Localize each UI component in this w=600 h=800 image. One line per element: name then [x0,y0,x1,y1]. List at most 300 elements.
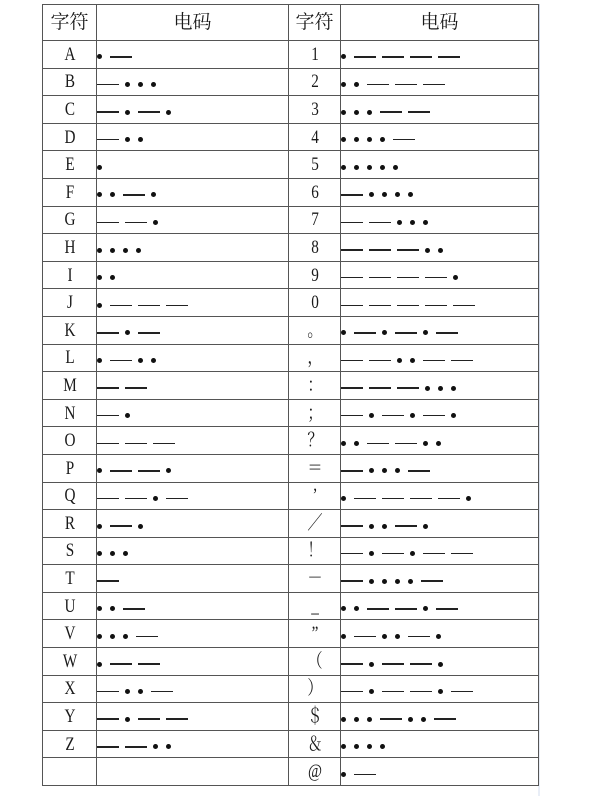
symbol-cell: 9 [294,261,336,289]
morse-dot [125,82,130,87]
letter-code-cell [97,620,289,648]
morse-sequence [97,77,164,87]
morse-dot [110,634,115,639]
symbol-cell: 6 [294,178,336,206]
morse-dash [97,443,119,445]
symbol-code-cell [341,482,539,510]
table-row [43,344,539,372]
morse-dot [380,165,385,170]
morse-dot [153,220,158,225]
morse-dot [341,717,346,722]
morse-dot [110,275,115,280]
morse-dot [97,248,102,253]
morse-dash [136,636,158,638]
morse-dot [151,358,156,363]
letter-cell: M [48,372,91,400]
letter-code-cell [97,289,289,317]
table-row [43,123,539,151]
table-body [43,41,539,786]
morse-dot [367,110,372,115]
morse-dash [354,56,376,58]
morse-dot [369,468,374,473]
morse-dash [369,360,391,362]
symbol-code-cell [341,151,539,179]
morse-dash [408,111,430,113]
letter-code-cell [97,399,289,427]
morse-dash [395,332,417,334]
morse-dot [369,413,374,418]
symbol-code-cell [341,758,539,786]
letter-cell: O [48,427,91,455]
symbol-code-cell [341,427,539,455]
table-row [43,703,539,731]
morse-sequence [341,602,464,612]
morse-dot [438,689,443,694]
letter-cell: E [48,151,91,179]
table-row [43,316,539,344]
header-char-left: 字符 [43,5,97,41]
morse-dash [367,84,389,86]
letter-cell: H [48,234,91,262]
morse-dash [97,746,119,748]
morse-dash [97,718,119,720]
morse-dash [354,498,376,500]
morse-dot [354,441,359,446]
symbol-code-cell [341,592,539,620]
morse-dot [382,579,387,584]
morse-dot [410,358,415,363]
morse-dash [382,553,404,555]
morse-dot [341,772,346,777]
morse-dash [382,415,404,417]
symbol-cell: 4 [294,123,336,151]
morse-dot [438,386,443,391]
morse-dot [410,413,415,418]
morse-dot [123,634,128,639]
morse-sequence [97,684,179,694]
morse-dot [369,551,374,556]
morse-dot [397,220,402,225]
morse-dot [369,192,374,197]
letter-cell: V [48,620,91,648]
morse-dash [97,691,119,693]
morse-sequence [341,353,479,363]
symbol-cell: ＆ [294,730,336,758]
morse-dash [125,746,147,748]
morse-dot [341,441,346,446]
morse-dash [341,387,363,389]
morse-sequence [97,298,194,308]
morse-dot [395,192,400,197]
letter-code-cell [97,482,289,510]
morse-dash [97,580,119,582]
morse-sequence [341,188,421,198]
morse-dot [97,551,102,556]
symbol-code-cell [341,289,539,317]
morse-dash [408,470,430,472]
morse-dash [397,387,419,389]
morse-dot [341,606,346,611]
table-row [43,206,539,234]
morse-sequence [97,243,149,253]
header-char-right: 字符 [289,5,341,41]
morse-dash [110,470,132,472]
symbol-cell: ） [294,675,336,703]
letter-code-cell [97,123,289,151]
morse-sequence [341,132,421,142]
morse-dot [97,192,102,197]
morse-dot [136,248,141,253]
symbol-code-cell [341,703,539,731]
morse-dot [97,358,102,363]
morse-dash [125,222,147,224]
morse-sequence [341,408,464,418]
symbol-cell: ’ [294,482,336,510]
symbol-code-cell [341,675,539,703]
morse-dot [341,110,346,115]
morse-dash [369,222,391,224]
symbol-code-cell [341,41,539,69]
letter-cell: J [48,289,91,317]
symbol-code-cell [341,206,539,234]
morse-dash [369,387,391,389]
table-row [43,372,539,400]
symbol-cell: 5 [294,151,336,179]
morse-dot [438,248,443,253]
morse-dash [341,691,363,693]
morse-dot [393,165,398,170]
letter-cell: L [48,344,91,372]
morse-dot [97,165,102,170]
morse-sequence [97,132,151,142]
morse-dot [438,662,443,667]
symbol-code-cell [341,344,539,372]
morse-dot [110,606,115,611]
symbol-code-cell [341,178,539,206]
symbol-cell: － [294,565,336,593]
letter-cell: W [48,648,91,676]
morse-dash [436,332,458,334]
table-row [43,758,539,786]
symbol-cell: ， [294,344,336,372]
table-row [43,482,539,510]
morse-sequence [341,326,464,336]
morse-dash [410,663,432,665]
morse-dot [425,386,430,391]
morse-dot [151,82,156,87]
morse-dash [382,56,404,58]
morse-sequence [341,519,436,529]
morse-dash [125,387,147,389]
morse-dash [97,222,119,224]
morse-dash [397,305,419,307]
morse-dot [423,220,428,225]
morse-dash [434,718,456,720]
symbol-code-cell [341,620,539,648]
letter-code-cell [97,96,289,124]
header-code-left: 电码 [97,5,289,41]
morse-sequence [97,739,179,749]
morse-dot [341,634,346,639]
symbol-code-cell [341,68,539,96]
morse-sequence [341,767,382,777]
morse-dash [382,691,404,693]
morse-dash [138,332,160,334]
morse-dot [341,54,346,59]
letter-cell: P [48,454,91,482]
morse-sequence [97,50,138,60]
symbol-cell: 1 [294,41,336,69]
morse-dot [125,413,130,418]
morse-dash [110,56,132,58]
morse-dot [466,496,471,501]
letter-cell: R [48,510,91,538]
morse-dash [151,691,173,693]
morse-dot [110,248,115,253]
symbol-cell: ； [294,399,336,427]
letter-cell: S [48,537,91,565]
morse-dash [138,663,160,665]
morse-dash [369,277,391,279]
letter-cell: Q [48,482,91,510]
symbol-code-cell [341,123,539,151]
morse-dot [97,524,102,529]
letter-cell: F [48,178,91,206]
morse-dot [408,717,413,722]
morse-sequence [97,105,179,115]
morse-dot [354,82,359,87]
letter-code-cell [97,703,289,731]
morse-dash [97,332,119,334]
morse-dash [438,498,460,500]
morse-dot [369,524,374,529]
morse-dot [341,330,346,335]
morse-sequence [97,160,110,170]
morse-dash [110,305,132,307]
morse-dash [410,56,432,58]
morse-dash [423,360,445,362]
table-row [43,289,539,317]
morse-sequence [97,657,166,667]
morse-dot [354,744,359,749]
morse-sequence [341,657,451,667]
letter-code-cell [97,675,289,703]
morse-dash [110,525,132,527]
morse-dash [153,443,175,445]
morse-sequence [341,574,449,584]
letter-code-cell [97,206,289,234]
morse-dot [123,248,128,253]
letter-code-cell [97,68,289,96]
morse-dash [354,332,376,334]
morse-sequence [97,629,164,639]
table-row [43,261,539,289]
morse-sequence [97,270,123,280]
morse-dot [341,744,346,749]
morse-dot [125,689,130,694]
symbol-code-cell [341,234,539,262]
letter-cell: T [48,565,91,593]
header-code-right: 电码 [341,5,539,41]
symbol-cell: _ [294,592,336,620]
symbol-code-cell [341,510,539,538]
morse-dot [423,524,428,529]
morse-dot [453,275,458,280]
morse-dash [369,249,391,251]
morse-dot [110,551,115,556]
symbol-cell: ／ [294,510,336,538]
morse-dot [341,137,346,142]
morse-dot [421,717,426,722]
morse-sequence [341,491,479,501]
symbol-cell: ＄ [294,703,336,731]
morse-dash [341,663,363,665]
symbol-cell: ！ [294,537,336,565]
symbol-code-cell [341,372,539,400]
letter-cell: A [48,41,91,69]
symbol-cell: ？ [294,427,336,455]
letter-cell: C [48,96,91,124]
morse-dash [97,111,119,113]
morse-dot [408,579,413,584]
morse-dot [380,744,385,749]
morse-dash [354,774,376,776]
table-row [43,592,539,620]
letter-cell: X [48,675,91,703]
morse-dash [369,305,391,307]
table-row [43,565,539,593]
table-row [43,730,539,758]
morse-dash [341,360,363,362]
symbol-cell: 2 [294,68,336,96]
letter-code-cell [97,648,289,676]
morse-dash [421,580,443,582]
morse-dash [341,470,363,472]
table-row [43,68,539,96]
table-row [43,399,539,427]
symbol-code-cell [341,261,539,289]
morse-dash [125,498,147,500]
morse-dash [354,636,376,638]
letter-code-cell [97,344,289,372]
morse-sequence [97,546,136,556]
morse-sequence [341,243,451,253]
letter-cell [48,758,91,786]
symbol-cell: ” [294,620,336,648]
morse-sequence [341,270,466,280]
morse-dot [451,413,456,418]
symbol-cell: 3 [294,96,336,124]
morse-dot [397,358,402,363]
morse-dash [380,111,402,113]
morse-dash [423,553,445,555]
letter-cell: B [48,68,91,96]
morse-sequence [341,105,436,115]
symbol-cell: ＝ [294,454,336,482]
letter-cell: K [48,316,91,344]
morse-sequence [341,629,449,639]
morse-dash [395,525,417,527]
morse-dot [380,137,385,142]
morse-sequence [97,602,151,612]
letter-code-cell [97,758,289,786]
morse-dash [341,249,363,251]
morse-dash [395,608,417,610]
morse-dot [369,689,374,694]
morse-dot [423,330,428,335]
morse-dot [153,744,158,749]
morse-dot [138,82,143,87]
morse-sequence [341,546,479,556]
table-row [43,620,539,648]
symbol-cell: @ [294,758,336,786]
morse-sequence [97,188,164,198]
morse-dash [367,443,389,445]
morse-sequence [97,491,194,501]
letter-code-cell [97,427,289,455]
letter-cell: Y [48,703,91,731]
morse-dash [138,305,160,307]
morse-dash [97,415,119,417]
morse-dash [97,84,119,86]
morse-dot [410,551,415,556]
morse-dash [451,691,473,693]
symbol-cell: 7 [294,206,336,234]
morse-sequence [97,464,179,474]
table-row [43,96,539,124]
morse-dot [354,110,359,115]
morse-dot [110,192,115,197]
morse-dash [123,608,145,610]
letter-cell: Z [48,730,91,758]
letter-code-cell [97,454,289,482]
morse-dot [97,54,102,59]
morse-dot [423,606,428,611]
morse-dash [451,360,473,362]
morse-sequence [97,712,194,722]
morse-dash [425,305,447,307]
morse-dash [410,691,432,693]
morse-dash [110,663,132,665]
morse-dot [354,137,359,142]
morse-sequence [341,298,481,308]
letter-code-cell [97,316,289,344]
table-row [43,510,539,538]
morse-dot [367,744,372,749]
morse-dash [382,663,404,665]
letter-code-cell [97,565,289,593]
morse-dot [382,524,387,529]
morse-dot [395,579,400,584]
symbol-code-cell [341,648,539,676]
morse-dash [410,498,432,500]
letter-code-cell [97,234,289,262]
morse-dot [153,496,158,501]
morse-dot [138,689,143,694]
symbol-cell: 。 [294,316,336,344]
morse-dash [97,139,119,141]
morse-dash [451,553,473,555]
morse-dot [369,579,374,584]
morse-dot [382,468,387,473]
morse-dash [341,525,363,527]
symbol-code-cell [341,565,539,593]
morse-dot [138,137,143,142]
morse-dot [425,248,430,253]
symbol-code-cell [341,537,539,565]
morse-dot [436,441,441,446]
morse-sequence [97,436,181,446]
